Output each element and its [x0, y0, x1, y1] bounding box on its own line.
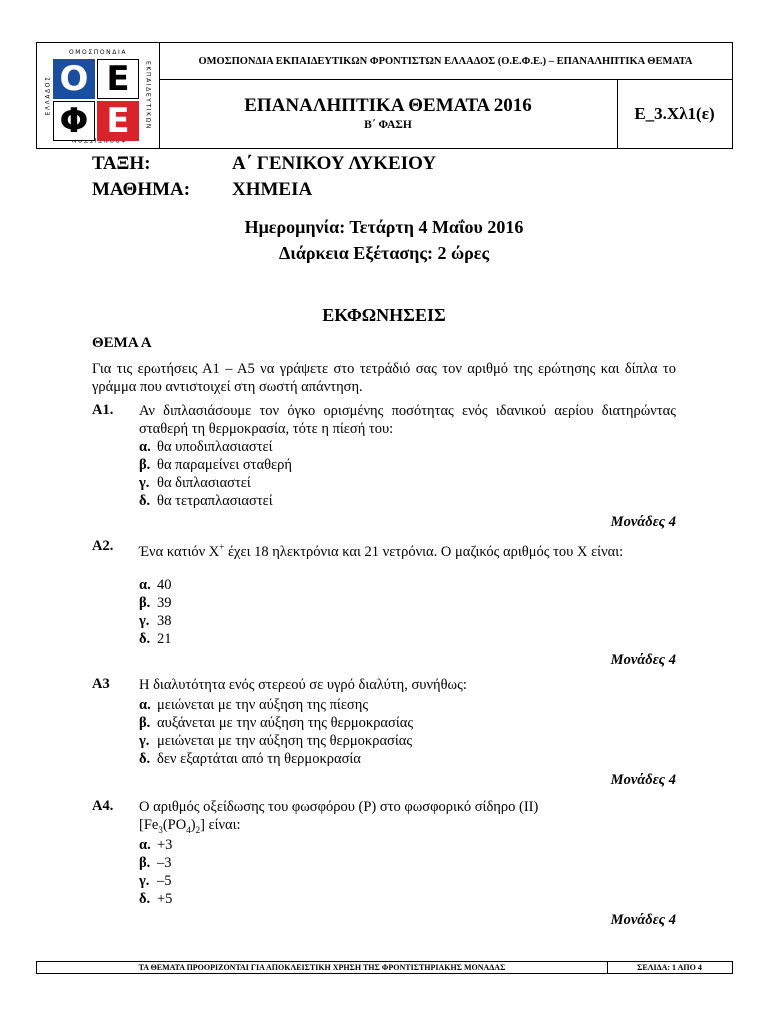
- logo-letter-f: Φ: [53, 101, 95, 141]
- option-a4-c: γ. –5: [139, 873, 172, 889]
- question-a1-number: Α1.: [92, 402, 114, 418]
- question-a2-text: Ένα κατιόν Χ+ έχει 18 ηλεκτρόνια και 21 νετρόνια. Ο μαζικός αριθμός του Χ είναι:: [139, 542, 624, 560]
- logo-letter-e: Ε: [97, 59, 139, 99]
- marks-a1: Μονάδες 4: [610, 514, 676, 530]
- class-label: ΤΑΞΗ:: [92, 153, 151, 174]
- oefe-logo: [37, 43, 160, 148]
- option-a3-a: α. μειώνεται με την αύξηση της πίεσης: [139, 697, 369, 713]
- class-line: [92, 153, 436, 175]
- option-a4-a: α. +3: [139, 837, 173, 853]
- option-a4-d: δ. +5: [139, 891, 173, 907]
- footer-page-number: ΣΕΛΙΔΑ: 1 ΑΠΟ 4: [637, 963, 702, 972]
- exam-title: ΕΠΑΝΑΛΗΠΤΙΚΑ ΘΕΜΑΤΑ 2016: [244, 95, 532, 116]
- logo-letter-e-red: Ε: [97, 101, 139, 141]
- question-a3-text: Η διαλυτότητα ενός στερεού σε υγρό διαλύτη, συνήθως:: [139, 677, 467, 693]
- exam-phase: Β΄ ΦΑΣΗ: [364, 119, 412, 131]
- theme-a-title: ΘΕΜΑ Α: [92, 335, 152, 351]
- question-a4-text: Ο αριθμός οξείδωσης του φωσφόρου (P) στο φωσφορικό σίδηρο (ΙΙ) $[Fe_3(PO_4)_2]$ είναι:: [139, 799, 539, 835]
- option-a4-b: β. –3: [139, 855, 172, 871]
- theme-a-intro: Για τις ερωτήσεις Α1 – Α5 να γράψετε στο τετράδιό σας τον αριθμό της ερώτησης και δίπλα το γράμμα που αντιστοιχεί στη σωστή απάντηση.: [92, 361, 676, 395]
- footer-notice: ΤΑ ΘΕΜΑΤΑ ΠΡΟΟΡΙΖΟΝΤΑΙ ΓΙΑ ΑΠΟΚΛΕΙΣΤΙΚΗ ΧΡΗΣΗ ΤΗΣ ΦΡΟΝΤΙΣΤΗΡΙΑΚΗΣ ΜΟΝΑΔΑΣ: [37, 962, 608, 973]
- question-a1-text: Αν διπλασιάσουμε τον όγκο ορισμένης ποσότητας ενός ιδανικού αερίου διατηρώντας σταθερή τη θερμοκρασία, τότε η πίεσή του:: [139, 403, 676, 437]
- option-a2-d: δ. 21: [139, 631, 172, 647]
- option-a1-d: δ. θα τετραπλασιαστεί: [139, 493, 273, 509]
- option-a2-b: β. 39: [139, 595, 172, 611]
- exam-date: Ημερομηνία: Τετάρτη 4 Μαΐου 2016: [244, 217, 524, 237]
- class-value: Α΄ ΓΕΝΙΚΟΥ ΛΥΚΕΙΟΥ: [232, 153, 437, 174]
- option-a1-a: α. θα υποδιπλασιαστεί: [139, 439, 273, 455]
- marks-a2: Μονάδες 4: [610, 652, 676, 668]
- exam-duration: Διάρκεια Εξέτασης: 2 ώρες: [278, 243, 490, 263]
- question-a3-number: Α3: [92, 676, 110, 692]
- page-footer: [36, 961, 733, 974]
- question-a4-number: Α4.: [92, 798, 114, 814]
- title-cell: [159, 79, 618, 148]
- subject-value: ΧΗΜΕΙΑ: [232, 179, 313, 200]
- document-header: [36, 42, 733, 149]
- option-a3-b: β. αυξάνεται με την αύξηση της θερμοκρασίας: [139, 715, 414, 731]
- marks-a3: Μονάδες 4: [610, 772, 676, 788]
- logo-ring-right-text: ΕΚΠΑΙΔΕΥΤΙΚΩΝ: [144, 61, 152, 130]
- option-a3-d: δ. δεν εξαρτάται από τη θερμοκρασία: [139, 751, 361, 767]
- subject-label: ΜΑΘΗΜΑ:: [92, 179, 191, 200]
- marks-a4: Μονάδες 4: [610, 912, 676, 928]
- option-a1-c: γ. θα διπλασιαστεί: [139, 475, 251, 491]
- logo-ring: [43, 48, 153, 144]
- question-a2-number: Α2.: [92, 538, 114, 554]
- option-a1-b: β. θα παραμείνει σταθερή: [139, 457, 292, 473]
- logo-ring-top-text: ΟΜΟΣΠΟΝΔΙΑ: [68, 49, 128, 56]
- option-a2-a: α. 40: [139, 577, 172, 593]
- logo-letter-o: Ο: [53, 59, 95, 99]
- exam-code: Ε_3.Χλ1(ε): [634, 103, 715, 123]
- logo-ring-left-text: ΕΛΛΑΔΟΣ: [44, 75, 52, 116]
- option-a3-c: γ. μειώνεται με την αύξηση της θερμοκρασίας: [139, 733, 413, 749]
- section-heading: ΕΚΦΩΝΗΣΕΙΣ: [322, 305, 446, 325]
- option-a2-c: γ. 38: [139, 613, 172, 629]
- subject-line: [92, 179, 312, 201]
- organization-name: ΟΜΟΣΠΟΝΔΙΑ ΕΚΠΑΙΔΕΥΤΙΚΩΝ ΦΡΟΝΤΙΣΤΩΝ ΕΛΛΑΔΟΣ (Ο.Ε.Φ.Ε.) – ΕΠΑΝΑΛΗΠΤΙΚΑ ΘΕΜΑΤΑ: [159, 43, 732, 80]
